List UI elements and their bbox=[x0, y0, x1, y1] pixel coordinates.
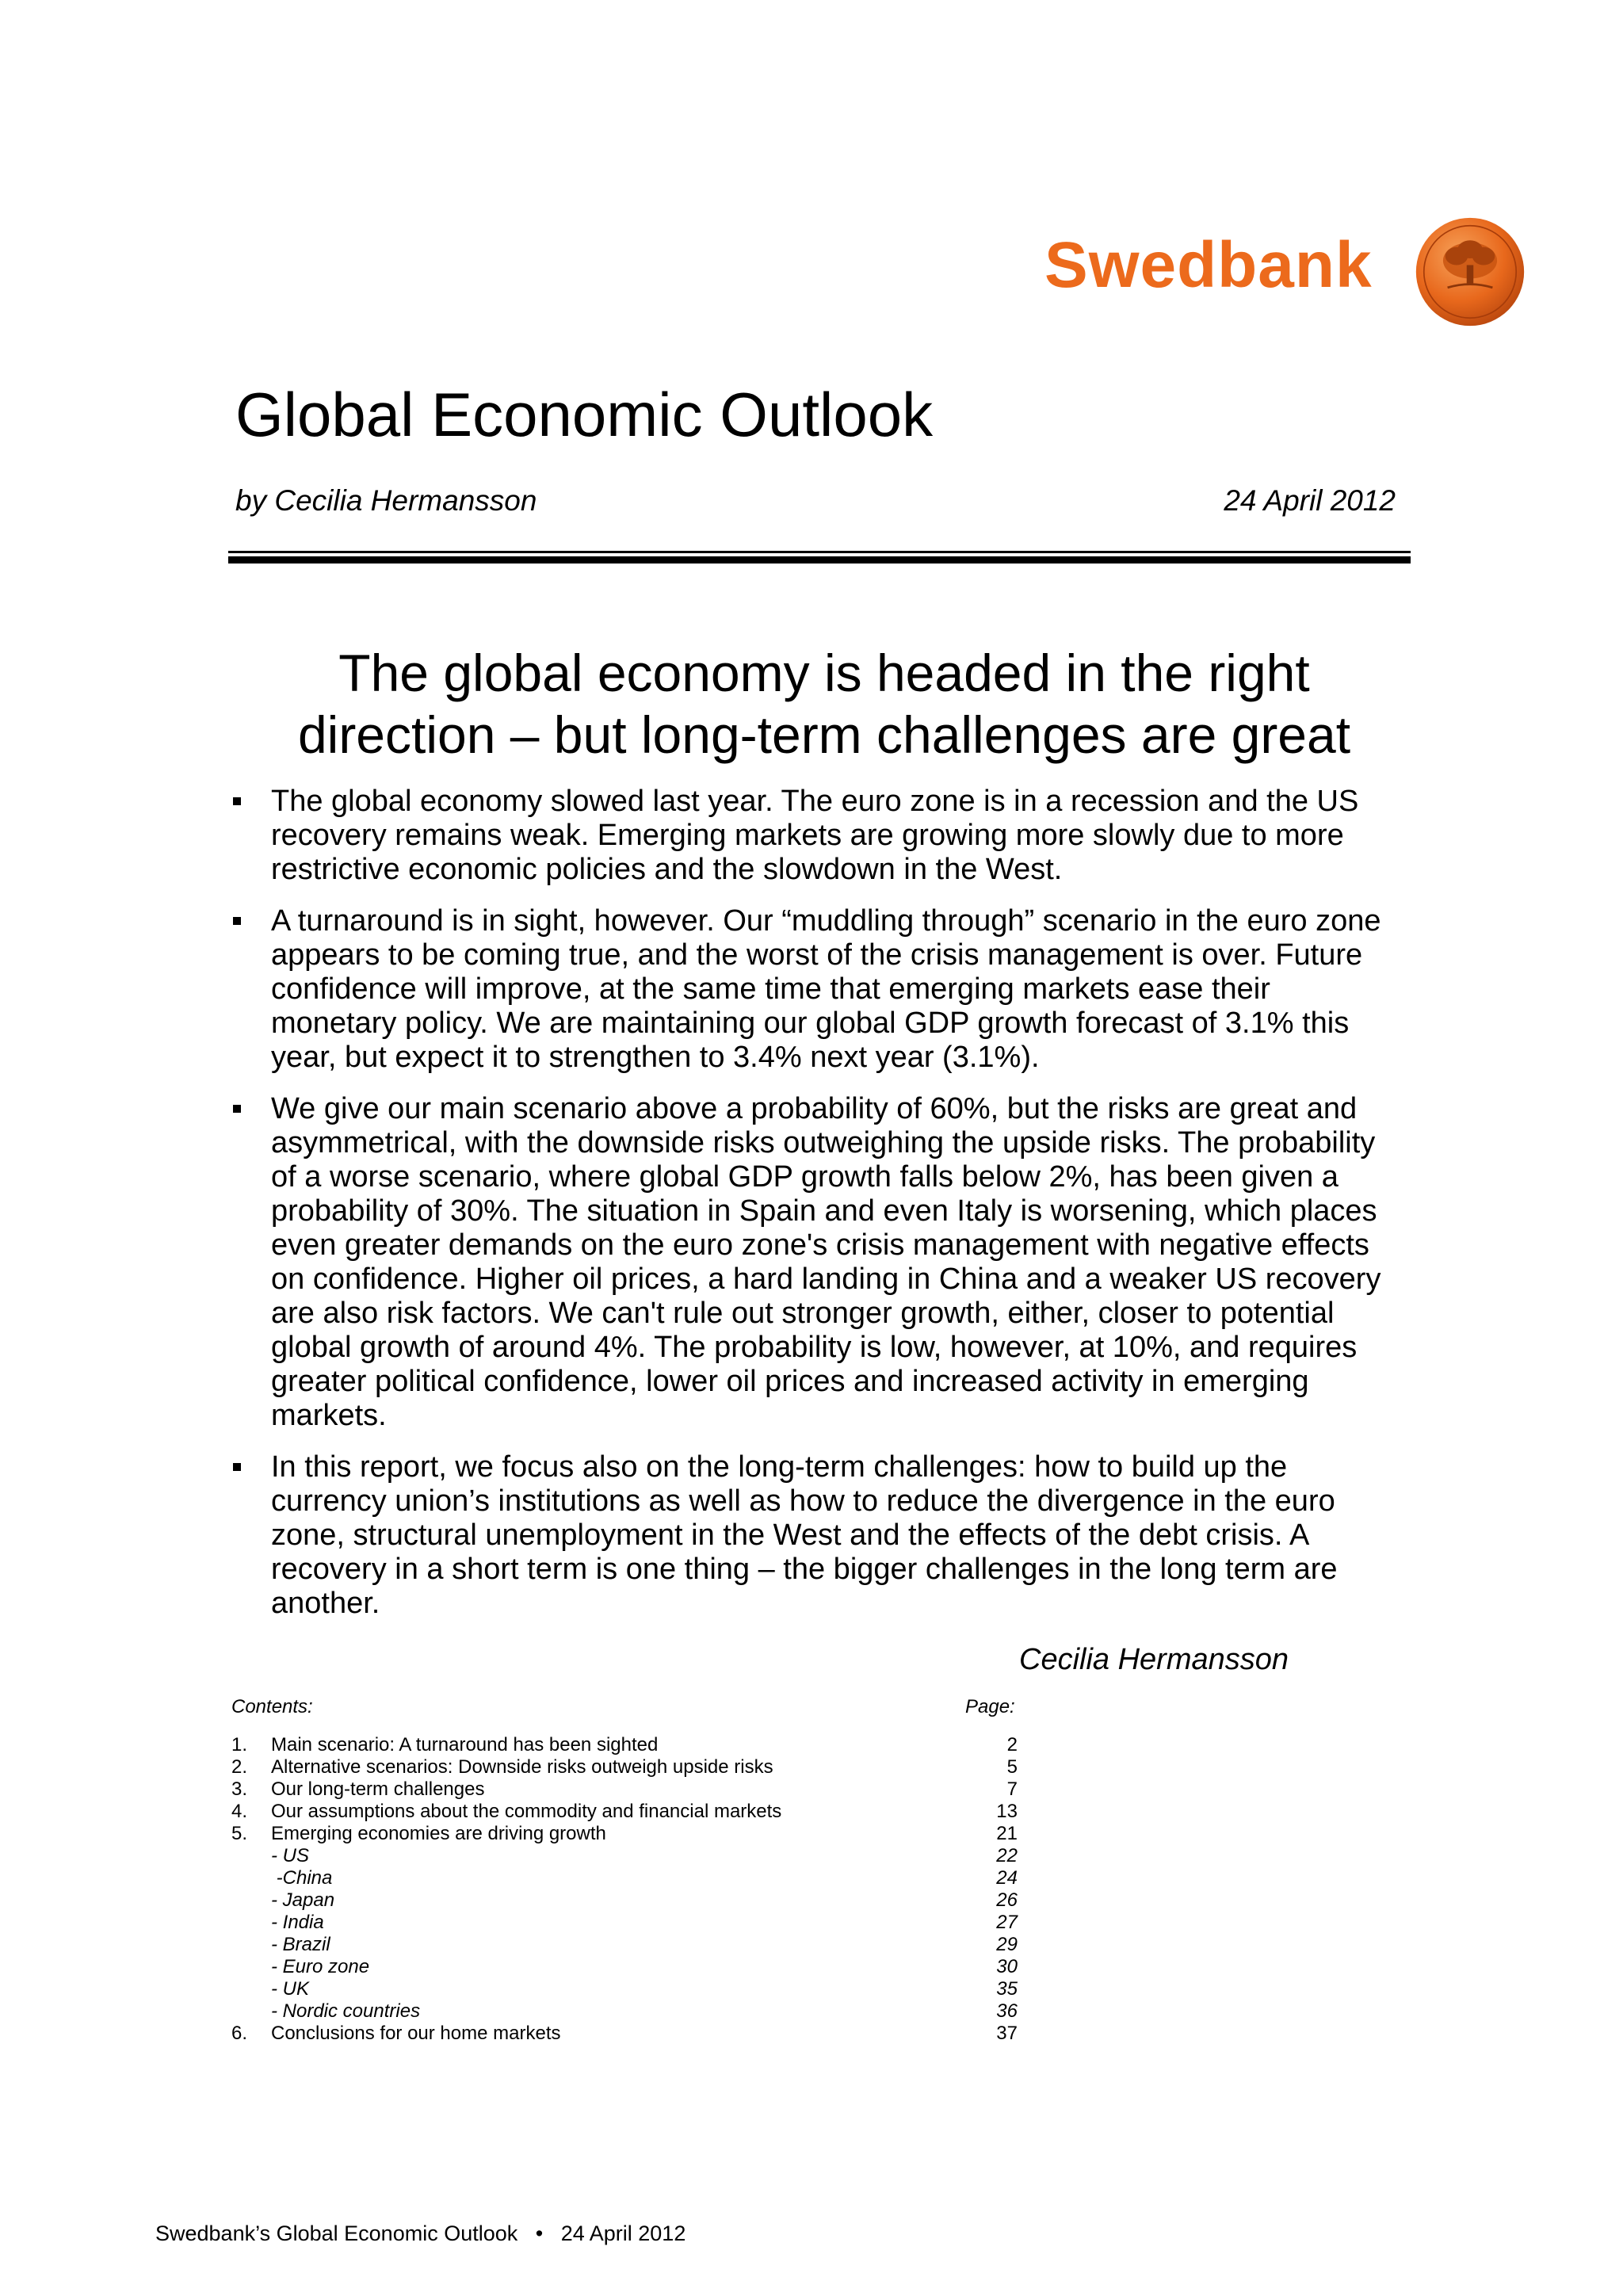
square-bullet-icon bbox=[233, 1105, 241, 1113]
toc-subtitle: - Nordic countries bbox=[271, 2000, 421, 2022]
bullet-text: A turnaround is in sight, however. Our “muddling through” scenario in the euro zone appears to be coming true, and the worst of the crisis management is over. Future confidence will improve, at the same time that emerging markets ease their monetary policy. We are maintaining our global GDP growth forecast of 3.1% this year, but expect it to strengthen to 3.4% next year (3.1%). bbox=[271, 904, 1381, 1074]
toc-page-number: 2 bbox=[1006, 1734, 1018, 1755]
toc-number: 1. bbox=[231, 1734, 248, 1755]
header-rule-thick bbox=[228, 556, 1411, 563]
toc-number: 3. bbox=[231, 1778, 248, 1800]
toc-row[interactable] bbox=[231, 1778, 1018, 1801]
toc-title: Alternative scenarios: Downside risks outweigh upside risks bbox=[271, 1756, 773, 1778]
toc-page-number: 27 bbox=[996, 1912, 1018, 1933]
toc-subtitle: - Euro zone bbox=[271, 1956, 370, 1977]
headline-line-2: direction – but long-term challenges are great bbox=[297, 705, 1351, 764]
toc-title: Our long-term challenges bbox=[271, 1778, 485, 1800]
document-title: Global Economic Outlook bbox=[235, 380, 934, 449]
square-bullet-icon bbox=[233, 797, 241, 805]
toc-subtitle: - US bbox=[271, 1845, 309, 1866]
toc-page-number: 37 bbox=[996, 2023, 1018, 2044]
toc-row[interactable] bbox=[231, 1823, 1018, 1845]
toc-number: 6. bbox=[231, 2023, 248, 2044]
bullet-text: We give our main scenario above a probability of 60%, but the risks are great and asymmetrical, with the downside risks outweighing the upside risks. The probability of a worse scenario, where global GDP growth falls below 2%, has been given a probability of 30%. The situation in Spain and even Italy is worsening, which places even greater demands on the euro zone's crisis management with negative effects on confidence. Higher oil prices, a hard landing in China and a weaker US recovery are also risk factors. We can't rule out stronger growth, either, closer to potential global growth of around 4%. The probability is low, however, at 10%, and requires greater political confidence, lower oil prices and increased activity in emerging markets. bbox=[271, 1092, 1381, 1432]
toc-row[interactable] bbox=[231, 2023, 1018, 2045]
summary-bullet-list bbox=[230, 785, 1387, 1638]
toc-subtitle: - Japan bbox=[271, 1889, 335, 1911]
toc-page-number: 29 bbox=[996, 1934, 1018, 1955]
toc-row[interactable] bbox=[231, 1756, 1018, 1778]
toc-row[interactable] bbox=[231, 1734, 1018, 1756]
publication-date: 24 April 2012 bbox=[1224, 484, 1396, 517]
author-byline: by Cecilia Hermansson bbox=[235, 484, 537, 517]
toc-page-number: 26 bbox=[996, 1889, 1018, 1911]
logo-wordmark: Swedbank bbox=[1044, 229, 1373, 301]
toc-subtitle: - UK bbox=[271, 1978, 309, 2000]
toc-subrow[interactable] bbox=[231, 1956, 1018, 1978]
toc-title: Conclusions for our home markets bbox=[271, 2023, 561, 2044]
toc-page-number: 35 bbox=[996, 1978, 1018, 2000]
toc-page-number: 13 bbox=[996, 1801, 1018, 1822]
toc-number: 5. bbox=[231, 1823, 248, 1844]
toc-page-number: 36 bbox=[996, 2000, 1018, 2022]
bullet-text: In this report, we focus also on the long-term challenges: how to build up the currency union’s institutions as well as how to reduce the divergence in the euro zone, structural unemployment in the West and the effects of the debt crisis. A recovery in a short term is one thing – the bigger challenges in the long term are another. bbox=[271, 1450, 1338, 1620]
headline bbox=[158, 642, 1490, 766]
toc-title: Emerging economies are driving growth bbox=[271, 1823, 606, 1844]
toc-page-number: 5 bbox=[1006, 1756, 1018, 1778]
toc-subtitle: - India bbox=[271, 1912, 324, 1933]
toc-page-number: 30 bbox=[996, 1956, 1018, 1977]
toc-title: Main scenario: A turnaround has been sighted bbox=[271, 1734, 659, 1755]
toc-page-number: 7 bbox=[1006, 1778, 1018, 1800]
square-bullet-icon bbox=[233, 1463, 241, 1471]
bullet-item bbox=[230, 1092, 1387, 1433]
toc-contents-label: Contents: bbox=[231, 1696, 313, 1717]
header-rule-thin bbox=[228, 551, 1411, 553]
toc-subrow[interactable] bbox=[231, 1889, 1018, 1912]
toc-title: Our assumptions about the commodity and financial markets bbox=[271, 1801, 782, 1822]
toc-number: 2. bbox=[231, 1756, 248, 1778]
toc-page-label: Page: bbox=[965, 1696, 1015, 1717]
swedbank-logo bbox=[1044, 216, 1528, 328]
toc-subrow[interactable] bbox=[231, 1912, 1018, 1934]
toc-page-number: 24 bbox=[996, 1867, 1018, 1889]
toc-subrow[interactable] bbox=[231, 1934, 1018, 1956]
bullet-item bbox=[230, 785, 1387, 887]
bullet-item bbox=[230, 904, 1387, 1075]
toc-page-number: 21 bbox=[996, 1823, 1018, 1844]
author-signature: Cecilia Hermansson bbox=[1019, 1643, 1289, 1676]
toc-number: 4. bbox=[231, 1801, 248, 1822]
toc-subrow[interactable] bbox=[231, 1845, 1018, 1867]
toc-subtitle: -China bbox=[271, 1867, 333, 1889]
toc-subrow[interactable] bbox=[231, 1978, 1018, 2000]
toc-row[interactable] bbox=[231, 1801, 1018, 1823]
page-footer: Swedbank’s Global Economic Outlook • 24 April 2012 bbox=[155, 2222, 686, 2245]
bullet-item bbox=[230, 1450, 1387, 1621]
toc-subtitle: - Brazil bbox=[271, 1934, 330, 1955]
square-bullet-icon bbox=[233, 917, 241, 925]
bullet-text: The global economy slowed last year. The euro zone is in a recession and the US recovery remains weak. Emerging markets are growing more slowly due to more restrictive economic policies and the slowdown in the West. bbox=[271, 785, 1359, 886]
toc-page-number: 22 bbox=[996, 1845, 1018, 1866]
table-of-contents bbox=[231, 1734, 1018, 2045]
toc-subrow[interactable] bbox=[231, 2000, 1018, 2023]
toc-subrow[interactable] bbox=[231, 1867, 1018, 1889]
oak-tree-seal-icon bbox=[1414, 216, 1526, 328]
headline-line-1: The global economy is headed in the right bbox=[338, 644, 1310, 702]
